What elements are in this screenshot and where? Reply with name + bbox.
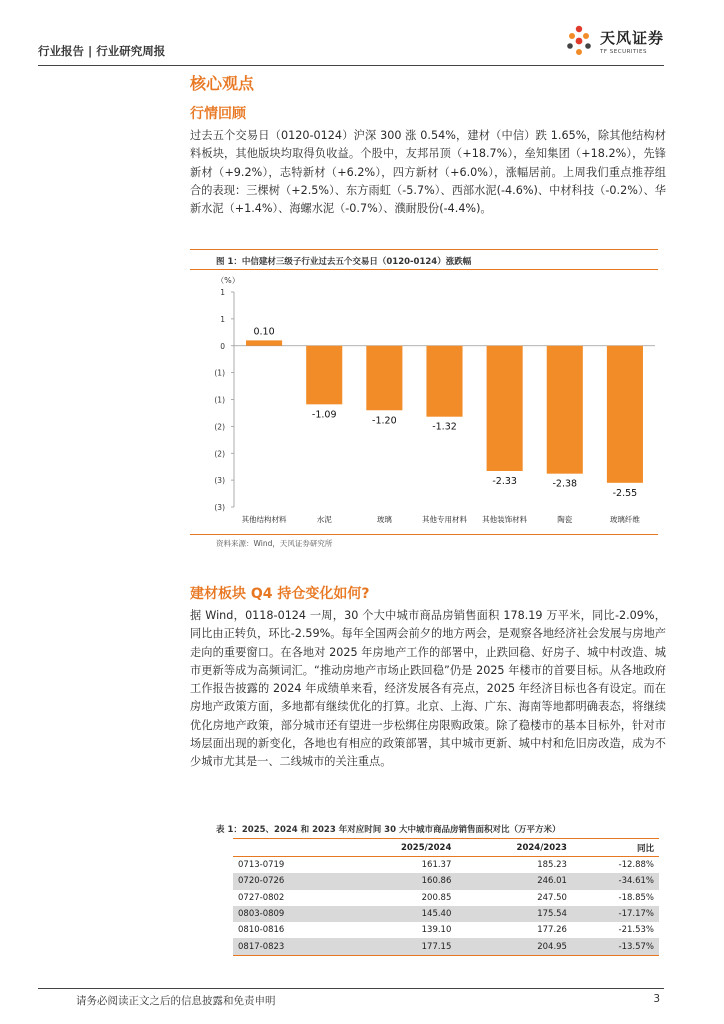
y-tick-label: 1 [220, 288, 225, 297]
data-label: -1.20 [372, 415, 397, 427]
table-cell: 161.37 [421, 860, 452, 871]
x-category-label: 其他专用材料 [422, 515, 467, 524]
data-label: -1.32 [432, 421, 457, 433]
x-category-label: 玻璃 [376, 515, 392, 524]
table-cell: 200.85 [421, 892, 452, 903]
tf-logo-icon [562, 24, 596, 58]
data-label: -1.09 [311, 409, 337, 421]
table-cell: 204.95 [456, 938, 572, 955]
table-cell: 0727-0802 [238, 892, 285, 903]
header-divider [38, 65, 664, 66]
data-label: -2.33 [492, 475, 517, 487]
bar [547, 346, 583, 474]
table-cell: 185.23 [537, 860, 567, 871]
data-label: -2.38 [552, 478, 578, 490]
table-cell: 177.15 [341, 938, 457, 955]
x-category-label: 陶瓷 [557, 515, 573, 524]
figure-bottom-rule [190, 534, 658, 535]
x-category-label: 水泥 [316, 515, 332, 524]
data-label: 0.10 [253, 326, 275, 338]
bar [607, 346, 643, 483]
q4-section-title: 建材板块 Q4 持仓变化如何? [190, 586, 370, 602]
bar [366, 346, 402, 411]
q4-section-text: 据 Wind，0118-0124 一周，30 个大中城市商品房销售面积 178.19 万平米，同比-2.09%，同比由正转负，环比-2.59%。每年全国两会前夕的地方两会，是观察各地经济社会发展与房地产走向的重要窗口。在各地对 2025 年房地产工作的部署中，止跌回稳、好房子、城中村改造、城市更新等成为高频词汇。“推动房地产市场止跌回稳”仍是 2025 年楼市的首要目标。从各地政府工作报告披露的 2024 年成绩单来看，经济发展各有亮点，2025 年经济目标也各有设定。而在房地产政策方面，多地都有继续优化的打算。北京、上海、广东、海南等地都明确表态，将继续优化房地产政策，部分城市还有望进一步松绑住房限购政策。除了稳楼市的基本目标外，针对市场层面出现的新变化，各地也有相应的政策部署，其中城市更新、城中村和危旧房改造，成为不少城市尤其是一、二线城市的关注重点。 [190, 609, 666, 769]
market-review-text: 过去五个交易日（0120-0124）沪深 300 涨 0.54%，建材（中信）跌 1.65%，除其他结构材料板块，其他版块均取得负收益。个股中，友邦吊顶（+18.7%），垒知集团（+18.2%），先锋新材（+9.2%），志特新材（+6.2%），四方新材（+6.0%），涨幅居前。上周我们重点推荐组合的表现：三棵树（+2.5%）、东方雨虹（-5.7%）、西部水泥(-4.6%)、中材科技（-0.2%）、华新水泥（+1.4%）、海螺水泥（-0.7%）、濮耐股份(-4.4%)。 [190, 129, 666, 216]
table-cell: 145.40 [341, 906, 457, 922]
table-row [233, 938, 659, 955]
company-logo [562, 22, 664, 60]
table-cell: 0713-0719 [238, 860, 285, 871]
table-header-row [233, 839, 659, 857]
bar-chart [190, 262, 660, 537]
bar [306, 346, 342, 405]
bar [246, 340, 282, 345]
footer-disclaimer: 请务必阅读正文之后的信息披露和免责申明 [76, 995, 276, 1007]
table-cell: 0817-0823 [233, 938, 341, 955]
table-cell: -18.85% [618, 892, 654, 903]
table-header-cell: 同比 [572, 839, 659, 857]
table-row [233, 873, 659, 889]
y-tick-label: (1) [214, 395, 225, 405]
bar [426, 346, 462, 417]
table-cell: 0803-0809 [233, 906, 341, 922]
x-category-label: 其他结构材料 [241, 515, 287, 524]
logo-cn-text: 天风证券 [599, 29, 664, 47]
y-tick-label: (3) [214, 503, 225, 512]
y-tick-label: 1 [220, 314, 225, 324]
figure-top-rule [190, 249, 658, 250]
data-label: -2.55 [612, 487, 638, 499]
y-unit-label: （%） [216, 276, 240, 285]
table-cell: 160.86 [341, 873, 457, 889]
y-tick-label: 0 [220, 341, 225, 351]
table-cell: 175.54 [456, 906, 572, 922]
y-tick-label: (3) [214, 476, 225, 486]
table-header-cell: 2024/2023 [456, 839, 572, 857]
y-tick-label: (1) [214, 368, 225, 378]
figure-source: 资料来源：Wind，天风证券研究所 [216, 539, 333, 548]
table-cell: 0810-0816 [238, 925, 285, 936]
bar [487, 346, 523, 471]
report-type: 行业报告 | 行业研究周报 [38, 44, 166, 58]
figure-title: 图 1：中信建材三级子行业过去五个交易日（0120-0124）涨跌幅 [216, 257, 472, 267]
x-category-label: 玻璃纤维 [609, 515, 640, 524]
market-review-title: 行情回顾 [190, 106, 246, 122]
footer-divider [38, 988, 664, 989]
table-cell: -17.17% [572, 906, 659, 922]
table-row [233, 906, 659, 922]
table-row [233, 922, 659, 938]
table-title: 表 1：2025、2024 和 2023 年对应时间 30 大中城市商品房销售面积对比（万平方米） [216, 825, 561, 835]
table-cell: -21.53% [618, 925, 654, 936]
table-header-cell: 2025/2024 [341, 839, 457, 857]
table-row [233, 857, 659, 874]
table-row [233, 890, 659, 906]
table-cell: 139.10 [421, 925, 452, 936]
table-cell: -34.61% [572, 873, 659, 889]
y-tick-label: (2) [214, 422, 225, 432]
x-category-label: 其他装饰材料 [482, 515, 528, 524]
table-cell: 246.01 [456, 873, 572, 889]
section-title: 核心观点 [190, 74, 255, 93]
logo-en-text: TF SECURITIES [599, 49, 647, 55]
table-cell: -12.88% [618, 860, 654, 871]
sales-area-table [233, 838, 659, 956]
table-cell: 0720-0726 [233, 873, 341, 889]
table-cell: 177.26 [537, 925, 567, 936]
y-tick-label: (2) [214, 449, 225, 459]
table-cell: 247.50 [537, 892, 567, 903]
page-header [38, 22, 664, 67]
page-number: 3 [653, 993, 660, 1005]
table-header-cell [233, 839, 341, 857]
table-cell: -13.57% [572, 938, 659, 955]
